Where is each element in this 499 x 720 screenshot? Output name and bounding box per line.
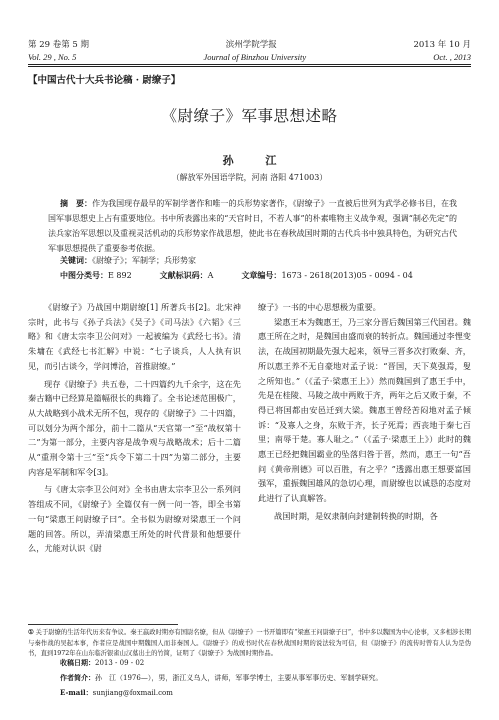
body-paragraph: 梁惠王本为魏惠王，乃三家分晋后魏国第三代国君。魏惠王所在之时，是魏国由盛而衰的转折点。魏国通过李悝变法，在战国初期最先强大起来，领导三晋多次打败秦、齐，所以惠王养不无自豪地对孟子说：“晋国，天下莫强焉，叟之所知也。”（《孟子·梁惠王上》）然而魏国到了惠王手中，先是在桂陵、马陵之战中两败于齐，两年之后又败于秦，不得已将国都由安邑迁到大梁。魏惠王曾经苦闷地对孟子倾诉：“及寡人之身，东败于齐，长子死焉；西丧地于秦七百里；南辱于楚。寡人耻之。”（《孟子·梁惠王上》）此时的魏惠王已经把魏国霸业的坠落归咎于晋，然而，惠王一句“吾问《黄帝刑德》可以百胜，有之乎？”透露出惠王想要富国强军，重振魏国雄风的急切心理，而尉缭也以诚恳的态度对此进行了认真解答。 bbox=[258, 316, 471, 504]
author-name: 孙 江 bbox=[222, 154, 291, 167]
issue-date-cn: 2013 年 10 月 bbox=[413, 40, 471, 50]
abstract-text: 作为我国现存最早的军制学著作和唯一的兵形势家著作，《尉缭子》一直被后世列为武学必修书目，在我国军事思想史上占有重要地位。书中所表露出来的“天官时日，不若人事”的朴素唯物主义战争观，强调“制必先定”的法兵家治军思想以及重视灵活机动的兵形势家作战思想，使此书在春秋战国时期的古代兵书中独具特色，为研究古代军事思想提供了重要参考依据。 bbox=[48, 199, 458, 253]
footnote bbox=[28, 628, 471, 660]
article-number: 文章编号：1673 - 2618(2013)05 - 0094 - 04 bbox=[241, 270, 413, 280]
abstract bbox=[48, 196, 457, 256]
running-header-en bbox=[28, 52, 471, 62]
clc-number: 中图分类号：E 892 bbox=[60, 270, 132, 280]
received-date: 收稿日期：2013 - 09 - 02 bbox=[60, 658, 145, 667]
body-paragraph: 现存《尉缭子》共五卷，二十四篇约九千余字，这在先秦古籍中已经算是篇幅很长的典籍了。全书论述范围极广，从大战略到小战术无所不包，现存的《尉缭子》二十四篇，可以划分为两个部分，前十二篇从“天官第一”至“战权第十二”为第一部分，主要内容是战争观与战略战术；后十二篇从“重刑令第十三”至“兵令下第二十四”为第二部分，主要内容是军制和军令[3]。 bbox=[28, 378, 241, 477]
body-paragraph: 缭子》一书的中心思想极为重要。 bbox=[258, 302, 381, 312]
footnote-text: 关于尉缭的生活年代历来有争议。秦王嬴政时期亦有国尉名缭，但从《尉缭子》一书开篇即有“梁惠王问尉缭子曰”，书中多以魏国为中心论事，又多相涉长期与秦作战的吴起本事，作者应是战国中期魏国人而非秦国人。《尉缭子》的成书时代在春秋战国时期的说法较为可信，但《尉缭子》的流传时曾有人认为是伪书，直到1972年在山东临沂银雀山汉墓出土的竹简，证明了《尉缭子》为战国时期作品。 bbox=[28, 629, 471, 657]
keywords-label: 关键词： bbox=[60, 255, 92, 265]
footnote-rule bbox=[28, 624, 178, 625]
volume-issue-cn: 第 29 卷第 5 期 bbox=[28, 40, 90, 50]
journal-name-en: Journal of Binzhou University bbox=[203, 52, 307, 62]
body-column-left bbox=[28, 300, 241, 556]
header-rule bbox=[28, 64, 471, 65]
body-paragraph: 与《唐太宗李卫公问对》全书由唐太宗李卫公一系列问答组成不同，《尉缭子》全篇仅有一例一问一答，即全书第一句“梁惠王问尉缭子曰”。全书似为尉缭对梁惠王一个问题的回答。所以，弄清梁惠王所处的时代背景和他想要什么，尤能对认识《尉 bbox=[28, 484, 241, 554]
volume-issue-en: Vol. 29 , No. 5 bbox=[28, 52, 77, 62]
classification-line bbox=[60, 270, 457, 281]
footnote-mark: ① bbox=[28, 629, 34, 636]
author-email: E-mail：sunjiang@foxmail.com bbox=[60, 688, 173, 697]
body-column-right bbox=[258, 300, 471, 524]
issue-date-en: Oct. , 2013 bbox=[433, 52, 471, 62]
document-code: 文献标识码：A bbox=[159, 270, 214, 280]
journal-name-cn: 滨州学院学报 bbox=[225, 40, 277, 50]
column-tag: 【中国古代十大兵书论稿 · 尉缭子】 bbox=[28, 75, 181, 86]
running-header-cn bbox=[28, 38, 471, 50]
author-affiliation: （解放军外国语学院，河南 洛阳 471003） bbox=[171, 173, 328, 182]
article-title: 《尉缭子》军事思想述略 bbox=[161, 107, 338, 125]
body-paragraph: 战国时期，是奴隶制向封建制转换的时期，各 bbox=[274, 510, 438, 521]
keywords-text: 《尉缭子》；军制学；兵形势家 bbox=[92, 256, 196, 265]
body-paragraph: 《尉缭子》乃战国中期尉缭[1] 所著兵书[2]。北宋神宗时，此书与《孙子兵法》《吴子》《司马法》《六韬》《三略》和《唐太宗李卫公问对》一起被编为《武经七书》。清朱墉在《武经七书汇解》中说：“七子谈兵，人人执有识见，而引古谈今，学问博洽，首推尉缭。” bbox=[28, 302, 241, 371]
author-bio: 作者简介：孙 江（1976—），男，浙江义乌人，讲师，军事学博士，主要从事军事历史、军制学研究。 bbox=[60, 673, 383, 682]
header-rule-thin bbox=[28, 66, 471, 67]
keywords bbox=[60, 255, 457, 266]
abstract-label: 摘 要： bbox=[60, 198, 93, 208]
